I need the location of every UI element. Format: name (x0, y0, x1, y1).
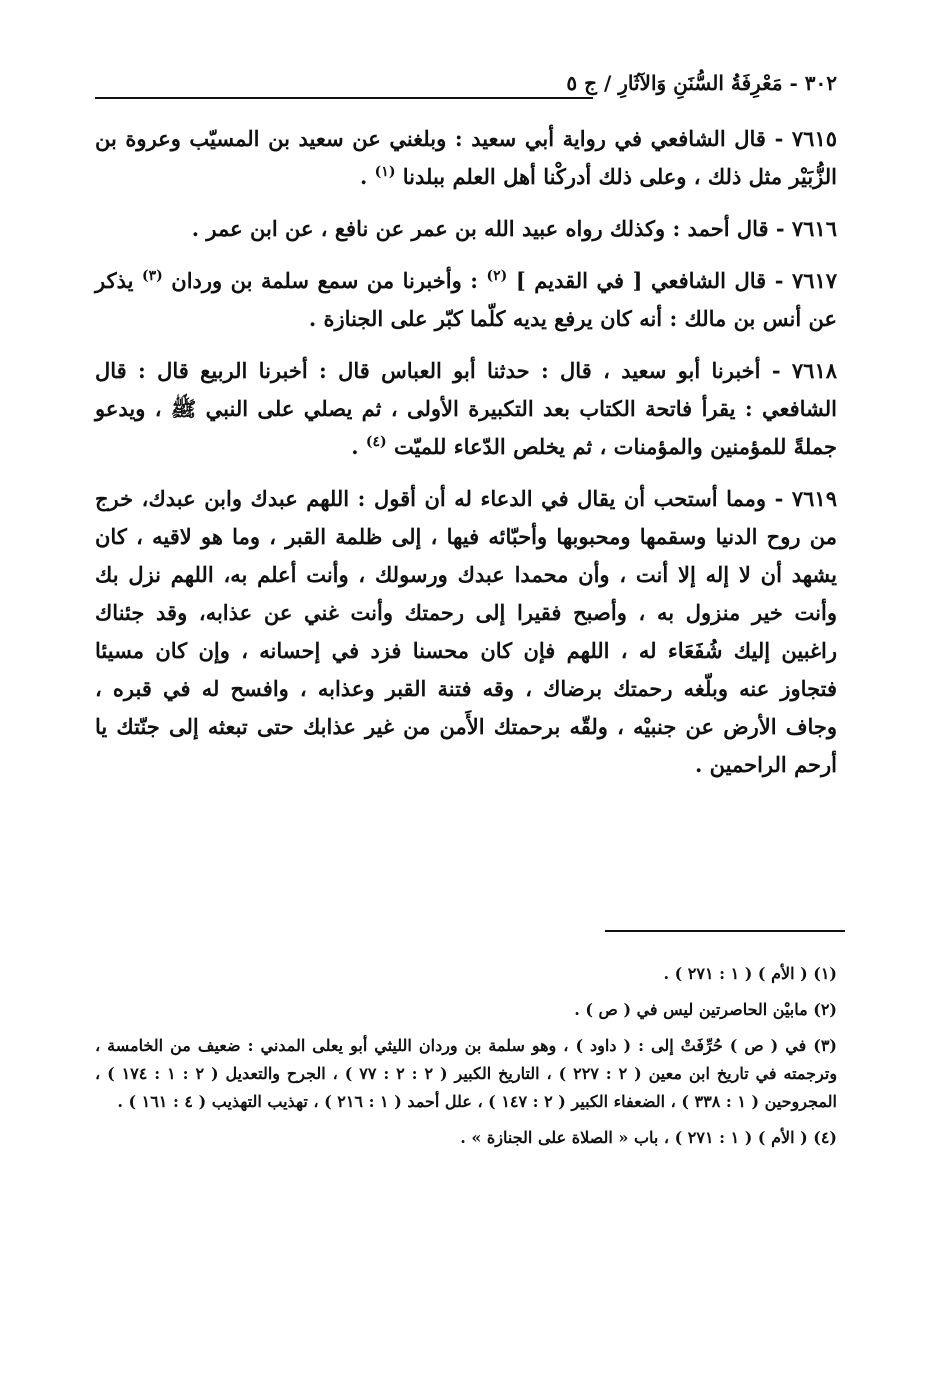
footnote-rule (605, 930, 845, 932)
paragraph-number: ٧٦١٦ - (775, 216, 837, 241)
paragraph-7619 (95, 480, 837, 784)
footnote-4: (٤) ( الأم ) ( ١ : ٢٧١ ) ، باب « الصلاة على الجنازة » . (460, 1128, 837, 1147)
paragraph-text: قال الشافعي في رواية أبي سعيد : وبلغني عن سعيد بن المسيّب وعروة بن الزُّبَيْر مثل ذلك ، وعلى ذلك أدركْنا أهل العلم ببلدنا (95, 126, 837, 189)
footnote-ref: (٢) (486, 268, 508, 284)
running-header: ٣٠٢ - مَعْرِفَةُ السُّنَنِ وَالآثَارِ / ج ٥ (566, 71, 837, 95)
footnote-ref: (١) (374, 164, 396, 180)
paragraph-7615 (95, 120, 837, 196)
paragraph-7618 (95, 352, 837, 466)
paragraph-number: ٧٦١٧ - (774, 268, 838, 293)
footnotes (95, 960, 837, 1160)
paragraph-number: ٧٦١٥ - (774, 126, 838, 151)
footnote-3: (٣) في ( ص ) حُرِّفَتْ إلى : ( داود ) ، وهو سلمة بن وردان الليثي أبو يعلى المدني : ضعيف من الخامسة ، وترجمته في تاريخ ابن معين ( ٢ : ٢٢٧ ) ، التاريخ الكبير ( ٢ : ٢ : ٧٧ ) ، الجرح والتعديل ( ٢ : ١ : ١٧٤ ) ، المجروحين ( ١ : ٣٣٨ ) ، الضعفاء الكبير ( ٢ : ١٤٧ ) ، علل أحمد ( ١ : ٢١٦ ) ، تهذيب التهذيب ( ٤ : ١٦١ ) . (95, 1036, 838, 1111)
paragraph-number: ٧٦١٨ - (771, 358, 838, 383)
paragraph-text: قال الشافعي [ في القديم ] (515, 268, 767, 293)
paragraph-7617 (95, 262, 837, 338)
header-rule (95, 97, 593, 99)
paragraph-tail: : وأخبرنا من سمع سلمة بن وردان (171, 268, 478, 293)
paragraph-tail: . (351, 434, 359, 459)
footnote-ref: (٣) (141, 268, 163, 284)
footnote-1: (١) ( الأم ) ( ١ : ٢٧١ ) . (663, 964, 837, 983)
paragraph-text: ومما أستحب أن يقال في الدعاء له أن أقول : اللهم عبدك وابن عبدك، خرج من روح الدنيا وسقمها ومحبوبها وأحبّائه فيها ، إلى ظلمة القبر ، وما هو لاقيه ، كان يشهد أن لا إله إلا أنت ، وأن محمدا عبدك ورسولك ، وأنت أعلم به، اللهم نزل بك وأنت خير منزول به ، وأصبح فقيرا إلى رحمتك وأنت غني عن عذابه، وقد جئناك راغبين إليك شُفَعَاء له ، اللهم فإن كان محسنا فزد في إحسانه ، وإن كان مسيئا فتجاوز عنه وبلّغه رحمتك برضاك ، وقه فتنة القبر وعذابه ، وافسح له في قبره ، وجاف الأرض عن جنبيْه ، ولقّه برحمتك الأَمن من غير عذابك حتى تبعثه إلى جنّتك يا أرحم الراحمين . (95, 486, 837, 777)
paragraph-7616 (95, 210, 837, 248)
paragraph-tail: يذكر عن أنس بن مالك : أنه كان يرفع يديه كلّما كبّر على الجنازة . (95, 268, 837, 331)
paragraph-number: ٧٦١٩ - (774, 486, 837, 511)
main-text (95, 120, 837, 798)
footnote-ref: (٤) (365, 434, 387, 450)
paragraph-text: قال أحمد : وكذلك رواه عبيد الله بن عمر عن نافع ، عن ابن عمر . (191, 216, 769, 241)
paragraph-tail: . (360, 164, 368, 189)
footnote-2: (٢) مابيْن الحاصرتين ليس في ( ص ) . (574, 1000, 837, 1019)
paragraph-text: أخبرنا أبو سعيد ، قال : حدثنا أبو العباس قال : أخبرنا الربيع قال : قال الشافعي : يقرأ فاتحة الكتاب بعد التكبيرة الأولى ، ثم يصلي على النبي ﷺ ، ويدعو جملةً للمؤمنين والمؤمنات ، ثم يخلص الدّعاء للميّت (95, 358, 837, 459)
